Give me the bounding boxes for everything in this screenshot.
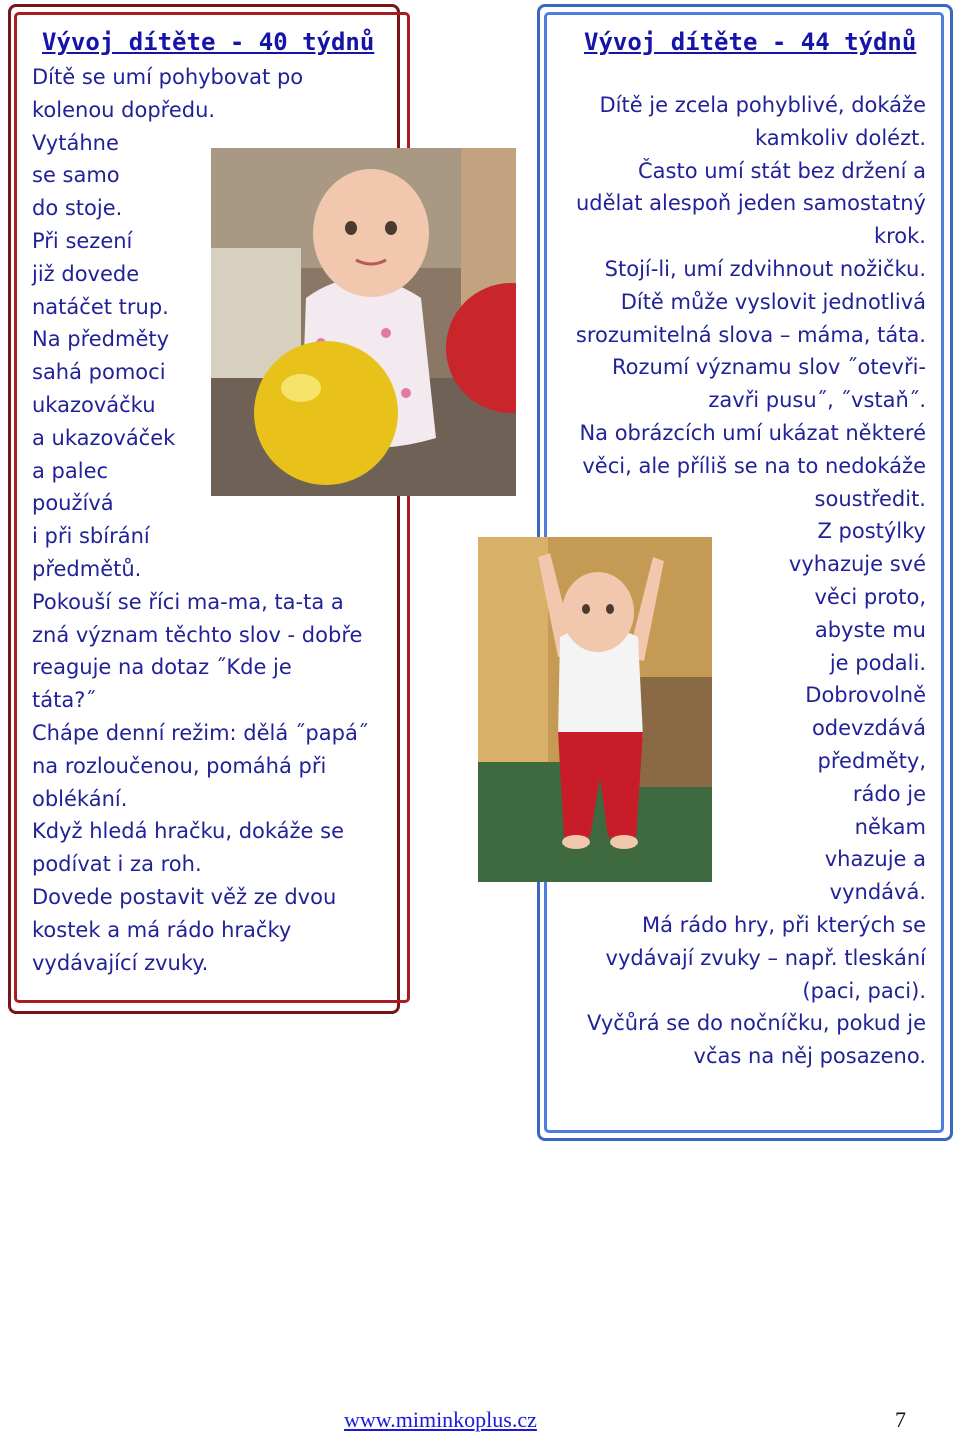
right-text-line: Vyčůrá se do nočníčku, pokud je: [587, 1011, 926, 1036]
right-text-line: Dítě je zcela pohyblivé, dokáže: [599, 93, 926, 117]
left-text-line: oblékání.: [32, 786, 128, 811]
left-text-line: Vytáhne: [32, 130, 119, 155]
photo-baby-standing: [478, 537, 712, 882]
left-text-line: Při sezení: [32, 229, 133, 253]
page-number: 7: [895, 1407, 906, 1432]
right-text-line: vyhazuje své: [788, 552, 926, 577]
right-text-line: vyndává.: [829, 880, 926, 905]
right-text-line: rádo je: [852, 781, 926, 806]
left-text-line: reaguje na dotaz ˝Kde je: [32, 655, 292, 680]
right-text-line: Dítě může vyslovit jednotlivá: [620, 289, 926, 314]
right-text-line: je podali.: [829, 650, 926, 675]
right-text-line: zavři pusu˝, ˝vstaň˝.: [708, 388, 926, 413]
left-text-line: táta?˝: [32, 688, 96, 713]
right-text-line: udělat alespoň jeden samostatný: [575, 191, 926, 216]
right-text-line: Často umí stát bez držení a: [637, 158, 926, 183]
left-text-line: kostek a má rádo hračky: [32, 917, 292, 942]
left-text-line: a ukazováček: [32, 425, 176, 450]
photo-baby-with-balls: [211, 148, 516, 496]
left-text-line: Na předměty: [32, 327, 170, 352]
right-text-line: Z postýlky: [817, 519, 926, 544]
right-text-line: věci, ale příliš se na to nedokáže: [582, 453, 926, 478]
left-text-line: se samo: [32, 163, 120, 188]
left-text-line: zná význam těchto slov - dobře: [32, 622, 363, 647]
left-text-line: sahá pomoci: [32, 360, 166, 385]
footer-website-link[interactable]: www.miminkoplus.cz: [344, 1407, 537, 1432]
right-text-line: vhazuje a: [824, 847, 926, 872]
right-title: Vývoj dítěte - 44 týdnů: [584, 28, 917, 56]
left-text-line: již dovede: [32, 261, 140, 286]
right-text-line: srozumitelná slova – máma, táta.: [575, 322, 926, 347]
right-text-line: Dobrovolně: [805, 683, 926, 708]
left-text-line: předmětů.: [32, 557, 142, 581]
left-text-line: vydávající zvuky.: [32, 950, 209, 975]
right-text-line: (paci, paci).: [802, 978, 926, 1003]
right-text-line: vydávají zvuky – např. tleskání: [605, 945, 926, 970]
left-text-line: kolenou dopředu.: [32, 97, 216, 122]
right-text-line: abyste mu: [814, 617, 926, 642]
right-text-line: předměty,: [817, 749, 926, 773]
right-text-line: někam: [854, 814, 926, 839]
right-text-line: kamkoliv dolézt.: [754, 125, 926, 150]
right-text-line: Na obrázcích umí ukázat některé: [579, 421, 926, 445]
left-text-line: natáčet trup.: [32, 294, 169, 319]
left-text-line: používá: [32, 491, 114, 516]
left-text-line: do stoje.: [32, 196, 123, 221]
left-text-line: a palec: [32, 458, 109, 483]
left-text-line: na rozloučenou, pomáhá při: [32, 753, 327, 778]
left-text-line: podívat i za roh.: [32, 852, 202, 877]
left-text-line: Pokouší se říci ma-ma, ta-ta a: [32, 589, 344, 614]
left-text-line: Chápe denní režim: dělá ˝papá˝: [32, 721, 369, 745]
left-title: Vývoj dítěte - 40 týdnů: [42, 28, 375, 56]
right-text-line: včas na něj posazeno.: [693, 1044, 926, 1069]
left-text-line: Když hledá hračku, dokáže se: [32, 819, 345, 844]
right-text-line: Rozumí významu slov ˝otevři-: [612, 355, 926, 380]
right-text-line: Má rádo hry, při kterých se: [642, 913, 926, 937]
right-text-line: krok.: [873, 224, 926, 249]
left-text-line: Dovede postavit věž ze dvou: [32, 885, 337, 909]
left-text-line: i při sbírání: [32, 524, 150, 549]
left-text-line: Dítě se umí pohybovat po: [32, 65, 304, 89]
left-text-line: ukazováčku: [32, 393, 156, 417]
right-text-line: odevzdává: [811, 716, 926, 741]
right-text-line: soustředit.: [814, 486, 926, 511]
right-text-line: věci proto,: [814, 585, 926, 609]
right-text-line: Stojí-li, umí zdvihnout nožičku.: [604, 257, 926, 281]
